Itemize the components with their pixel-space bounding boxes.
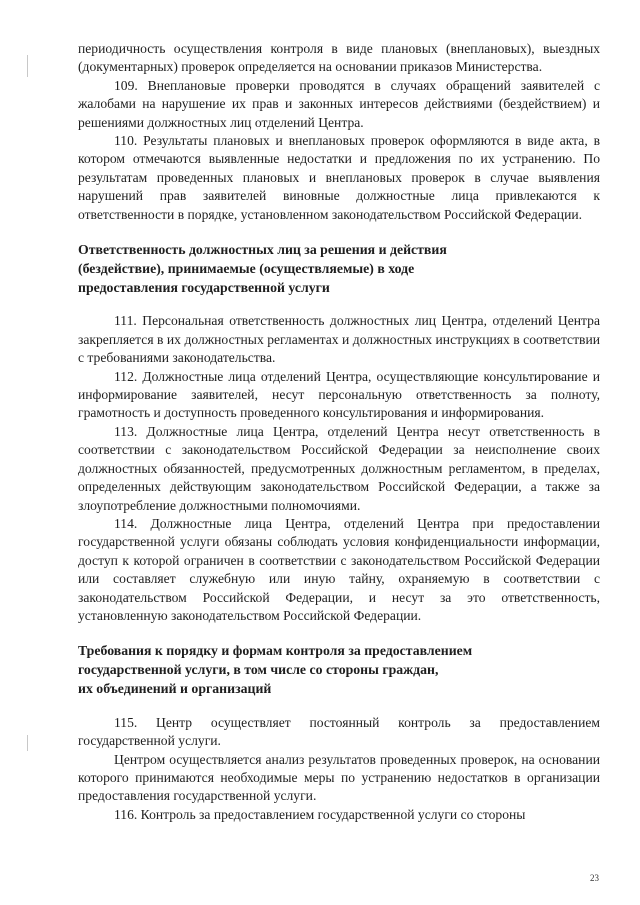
scan-artifact-left-top — [27, 55, 28, 77]
heading-line: их объединений и организаций — [78, 680, 272, 696]
scan-artifact-left-bottom — [27, 735, 28, 751]
paragraph-113: 113. Должностные лица Центра, отделений Центра несут ответственность в соответствии с законодательством Российской Федерации за неисполнение своих должностных обязанностей, предусмотренных должностным регламентом, в пределах, определенных действующим законодательством Российской Федерации, а также за злоупотребление должностными полномочиями. — [78, 423, 600, 513]
page-number: 23 — [590, 873, 599, 883]
paragraph-analysis: Центром осуществляется анализ результатов проведенных проверок, на основании которого принимаются необходимые меры по устранению недостатков в организации предоставления государственной услуги. — [78, 751, 600, 804]
continuation-paragraph: периодичность осуществления контроля в виде плановых (внеплановых), выездных (документарных) проверок определяется на основании приказов Министерства. — [78, 41, 600, 75]
heading-line: (бездействие), принимаемые (осуществляемые) в ходе — [78, 260, 415, 276]
heading-line: Ответственность должностных лиц за решения и действия — [78, 242, 447, 258]
document-body — [78, 40, 600, 824]
paragraph-110: 110. Результаты плановых и внеплановых проверок оформляются в виде акта, в котором отмечаются выявленные недостатки и предложения по их устранению. По результатам проведенных плановых и внеплановых проверок в случае выявления нарушений прав заявителей виновные должностные лица привлекаются к ответственности в порядке, установленном законодательством Российской Федерации. — [78, 133, 600, 222]
paragraph-112: 112. Должностные лица отделений Центра, осуществляющие консультирование и информирование заявителей, несут персональную ответственность за полноту, грамотность и доступность проведенного консультирования и информирования. — [78, 368, 600, 421]
paragraph-116: 116. Контроль за предоставлением государственной услуги со стороны — [114, 806, 526, 822]
section-heading-control-requirements — [78, 642, 600, 698]
paragraph-109: 109. Внеплановые проверки проводятся в случаях обращений заявителей с жалобами на нарушение их прав и законных интересов действиями (бездействием) и решениями должностных лиц отделений Центра. — [78, 77, 600, 130]
paragraph-115: 115. Центр осуществляет постоянный контроль за предоставлением государственной услуги. — [78, 714, 600, 749]
section-heading-responsibility — [78, 241, 600, 297]
heading-line: предоставления государственной услуги — [78, 279, 330, 295]
heading-line: Требования к порядку и формам контроля за предоставлением — [78, 643, 473, 659]
paragraph-114: 114. Должностные лица Центра, отделений Центра при предоставлении государственной услуги обязаны соблюдать условия конфиденциальности информации, доступ к которой ограничен в соответствии с законодательством Российской Федерации или составляет служебную или иную тайну, охраняемую в соответствии с законодательством Российской Федерации, и несут за это ответственность, установленную законодательством Российской Федерации. — [78, 515, 600, 623]
heading-line: государственной услуги, в том числе со стороны граждан, — [78, 662, 439, 678]
paragraph-111: 111. Персональная ответственность должностных лиц Центра, отделений Центра закрепляется в их должностных регламентах и должностных инструкциях в соответствии с требованиями законодательства. — [78, 313, 600, 366]
